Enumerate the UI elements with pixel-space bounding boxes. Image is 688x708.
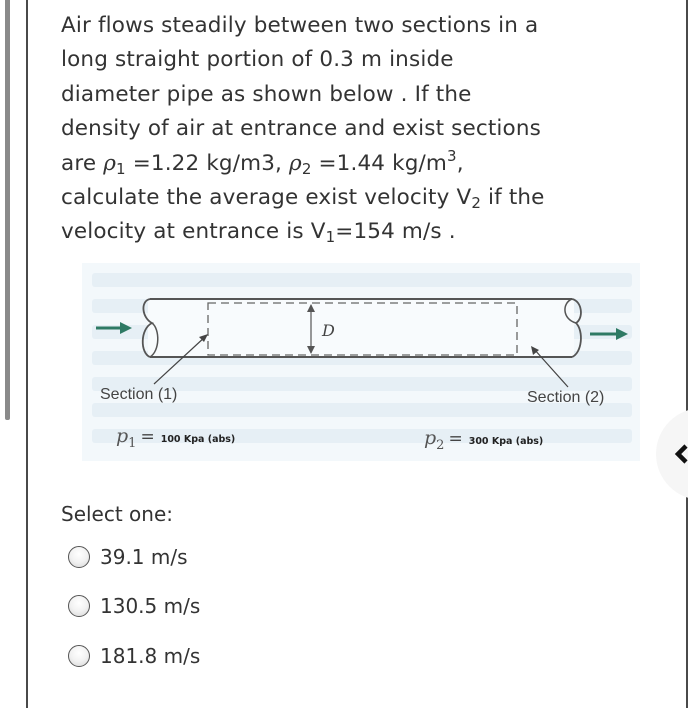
question-line-5 xyxy=(61,147,661,181)
text-fragment: , xyxy=(456,150,464,176)
p-symbol: p xyxy=(424,427,437,449)
rho-symbol: ρ xyxy=(289,150,302,176)
text-fragment: velocity at entrance is V xyxy=(61,219,326,245)
question-line-1: Air flows steadily between two sections in a xyxy=(61,13,539,38)
equals-sign: = xyxy=(140,427,155,447)
question-text xyxy=(61,9,661,250)
diameter-label: D xyxy=(322,321,335,340)
answer-option-1[interactable] xyxy=(68,545,188,569)
question-line-3: diameter pipe as shown below . If the xyxy=(61,81,472,107)
text-fragment: if the xyxy=(481,185,545,211)
pipe-diagram xyxy=(82,263,640,461)
subscript: 2 xyxy=(471,194,482,213)
rho1-value: =1.22 kg/m3, xyxy=(125,150,290,176)
option-label[interactable]: 130.5 m/s xyxy=(100,594,201,618)
text-fragment: are xyxy=(61,150,104,176)
subscript: 1 xyxy=(325,228,336,247)
pressure-2 xyxy=(424,427,543,453)
rho-symbol: ρ xyxy=(103,150,117,176)
option-label[interactable]: 181.8 m/s xyxy=(100,644,201,668)
answer-option-3[interactable] xyxy=(68,644,200,668)
question-line-2: long straight portion of 0.3 m inside xyxy=(61,47,454,73)
p-symbol: p xyxy=(116,425,129,447)
pressure-1 xyxy=(116,425,235,451)
question-line-4: density of air at entrance and exist sections xyxy=(61,116,541,142)
subscript: 2 xyxy=(436,437,445,453)
page-scrollbar[interactable] xyxy=(5,0,10,420)
option-label[interactable]: 39.1 m/s xyxy=(100,545,188,569)
pressure-2-value: 300 Kpa (abs) xyxy=(468,436,544,447)
pressure-1-value: 100 Kpa (abs) xyxy=(160,434,236,445)
rho2-value: =1.44 kg/m xyxy=(311,150,448,176)
radio-button[interactable] xyxy=(68,546,90,568)
select-one-label: Select one: xyxy=(61,502,174,526)
text-fragment: =154 m/s . xyxy=(335,219,456,245)
section-1-label: Section (1) xyxy=(100,386,178,403)
subscript: 1 xyxy=(128,435,137,451)
radio-button[interactable] xyxy=(68,645,90,667)
section-2-label: Section (2) xyxy=(527,389,605,406)
radio-button[interactable] xyxy=(68,595,90,617)
pressure-symbol xyxy=(116,425,137,451)
question-line-7 xyxy=(61,215,661,249)
pressure-symbol xyxy=(424,427,445,453)
equals-sign: = xyxy=(448,429,463,449)
subscript: 1 xyxy=(116,159,126,178)
text-fragment: calculate the average exist velocity V xyxy=(61,185,472,211)
question-line-6 xyxy=(61,181,661,215)
superscript: 3 xyxy=(447,146,457,165)
answer-option-2[interactable] xyxy=(68,594,200,618)
chevron-left-icon xyxy=(674,444,688,464)
subscript: 2 xyxy=(301,159,312,178)
